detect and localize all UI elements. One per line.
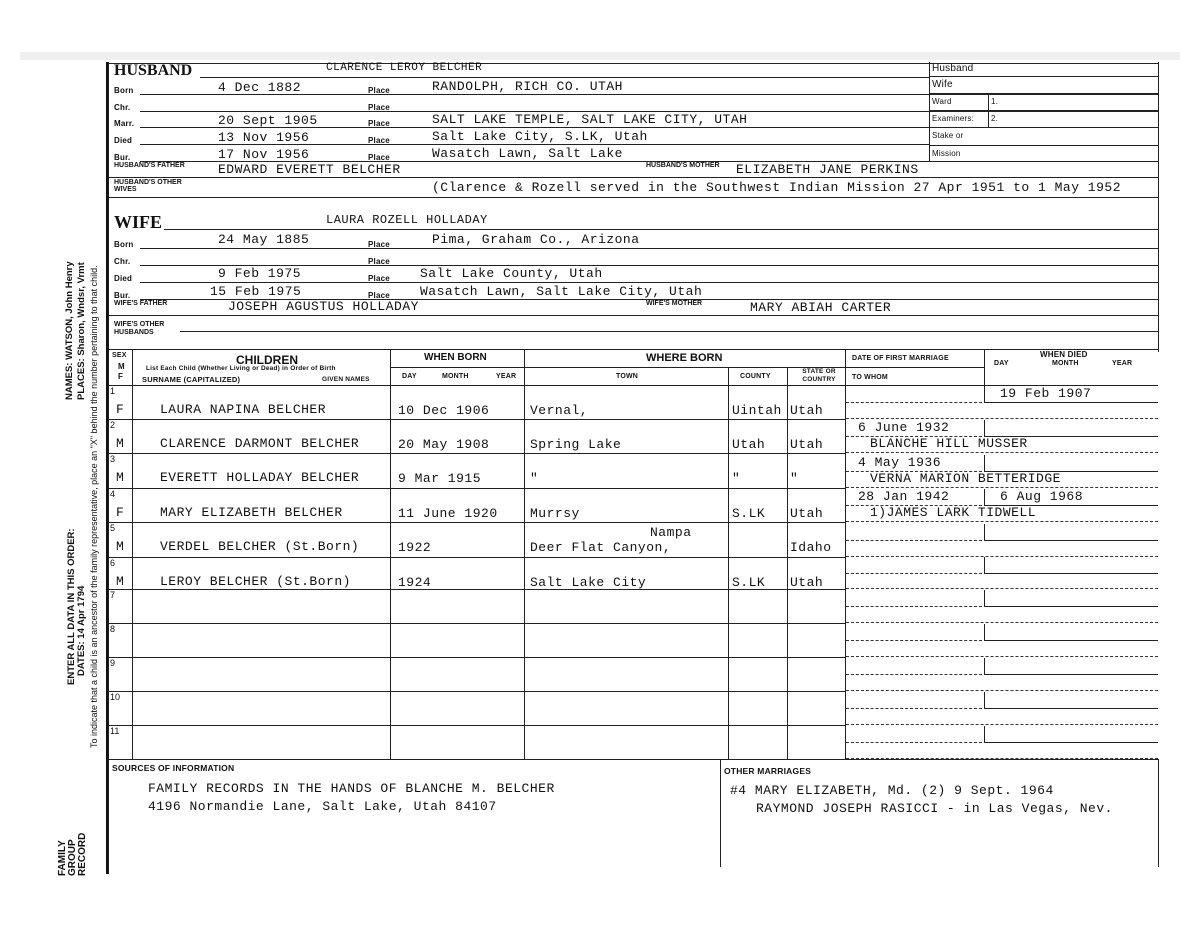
h-died-place-label: Place bbox=[368, 136, 390, 145]
died-box-tick bbox=[984, 658, 985, 674]
w-born-line bbox=[140, 248, 1158, 249]
hdr-surname: SURNAME (CAPITALIZED) bbox=[142, 375, 241, 384]
rb-stake-label: Stake or bbox=[932, 131, 964, 140]
child-born: 1924 bbox=[398, 575, 432, 590]
w-died-label: Died bbox=[114, 274, 133, 283]
died-box-tick bbox=[984, 524, 985, 540]
w-chr-place-label: Place bbox=[368, 257, 390, 266]
instructions-line1: ENTER ALL DATA IN THIS ORDER: bbox=[66, 528, 77, 685]
w-chr-label: Chr. bbox=[114, 257, 131, 266]
form-name: FAMILY GROUP RECORD bbox=[57, 832, 88, 876]
h-bur-place-label: Place bbox=[368, 153, 390, 162]
col-died bbox=[984, 349, 985, 385]
child-marr-date: 6 June 1932 bbox=[858, 420, 950, 435]
died-date-line bbox=[984, 742, 1158, 743]
husband-heading: HUSBAND bbox=[114, 62, 193, 79]
instructions-line5: To indicate that a child is an ancestor of the family representative, place an "X" behind the number pertaining to that child. bbox=[89, 265, 99, 748]
child-spouse: VERNA MARION BETTERIDGE bbox=[870, 471, 1061, 486]
hdr-month: MONTH bbox=[442, 373, 469, 380]
marriage-date-line bbox=[846, 674, 982, 675]
col-sex bbox=[132, 349, 133, 759]
child-row-line bbox=[108, 488, 845, 489]
h-marr-label: Marr. bbox=[114, 119, 135, 128]
hdr-day: DAY bbox=[402, 373, 417, 380]
h-chr-place-label: Place bbox=[368, 103, 390, 112]
died-box-tick bbox=[984, 726, 985, 742]
spouse-line bbox=[846, 418, 1158, 419]
w-father: JOSEPH AGUSTUS HOLLADAY bbox=[228, 299, 419, 314]
child-state: Utah bbox=[790, 506, 824, 521]
died-box-tick bbox=[984, 489, 985, 505]
child-number: 3 bbox=[110, 454, 116, 464]
right-box-line4 bbox=[929, 127, 1159, 128]
h-died-place: Salt Lake City, S.LK, Utah bbox=[432, 129, 648, 144]
other-marriages-label: OTHER MARRIAGES bbox=[724, 766, 812, 776]
w-other-husbands-label: WIFE'S OTHER HUSBANDS bbox=[114, 321, 165, 336]
child-county: " bbox=[732, 471, 741, 486]
top-rule bbox=[108, 63, 1158, 64]
other-marriages-line1: #4 MARY ELIZABETH, Md. (2) 9 Sept. 1964 bbox=[730, 783, 1054, 798]
hdr-sex: SEX bbox=[112, 352, 127, 359]
w-bur-place: Wasatch Lawn, Salt Lake City, Utah bbox=[420, 284, 703, 299]
child-town: Vernal, bbox=[530, 403, 589, 418]
h-bur-date: 17 Nov 1956 bbox=[218, 147, 310, 162]
rb-ward-label: Ward bbox=[932, 97, 952, 106]
h-father: EDWARD EVERETT BELCHER bbox=[218, 162, 401, 177]
child-town-upper: Nampa bbox=[650, 525, 692, 540]
spouse-line bbox=[846, 656, 1158, 657]
sources-label: SOURCES OF INFORMATION bbox=[112, 763, 235, 773]
w-born-date: 24 May 1885 bbox=[218, 232, 310, 247]
child-row-line bbox=[108, 522, 845, 523]
h-other-wives-label: HUSBAND'S OTHER WIVES bbox=[114, 179, 182, 193]
instructions-line4: DATES: 14 Apr 1794 bbox=[76, 585, 87, 676]
child-number: 6 bbox=[110, 558, 116, 568]
w-bur-date: 15 Feb 1975 bbox=[210, 284, 302, 299]
h-born-date: 4 Dec 1882 bbox=[218, 80, 302, 95]
died-box-tick bbox=[984, 420, 985, 436]
h-died-label: Died bbox=[114, 136, 133, 145]
child-row-line bbox=[108, 453, 845, 454]
child-county: S.LK bbox=[732, 506, 766, 521]
wife-name: LAURA ROZELL HOLLADAY bbox=[326, 213, 488, 227]
child-state: Utah bbox=[790, 575, 824, 590]
husband-name-line bbox=[200, 77, 929, 78]
other-marriages-line2: RAYMOND JOSEPH RASICCI - in Las Vegas, Nev. bbox=[756, 801, 1113, 816]
right-box-left bbox=[929, 62, 930, 162]
children-header-mid bbox=[390, 367, 984, 368]
child-number: 2 bbox=[110, 420, 116, 430]
hdr-children: CHILDREN bbox=[236, 353, 298, 367]
marriage-date-line bbox=[846, 402, 982, 403]
child-name: CLARENCE DARMONT BELCHER bbox=[160, 436, 360, 451]
died-date-line bbox=[984, 402, 1158, 403]
spouse-line bbox=[846, 724, 1158, 725]
w-died-line bbox=[140, 282, 1158, 283]
marriage-date-line bbox=[846, 742, 982, 743]
h-born-place-label: Place bbox=[368, 86, 390, 95]
hdr-state: STATE OR COUNTRY bbox=[802, 368, 836, 383]
child-row-line bbox=[108, 657, 845, 658]
child-marr-date: 4 May 1936 bbox=[858, 455, 942, 470]
right-box-line1 bbox=[929, 76, 1159, 77]
spouse-line bbox=[846, 452, 1158, 453]
rb-ex1: 1. bbox=[991, 97, 999, 106]
hdr-children-sub: List Each Child (Whether Living or Dead) in Order of Birth bbox=[146, 365, 336, 372]
h-born-label: Born bbox=[114, 86, 134, 95]
hdr-given: GIVEN NAMES bbox=[322, 376, 370, 383]
h-other-wives: (Clarence & Rozell served in the Southwest Indian Mission 27 Apr 1951 to 1 May 1952 bbox=[432, 180, 1122, 195]
rb-examiners-label: Examiners: bbox=[932, 114, 975, 123]
child-number: 5 bbox=[110, 523, 116, 533]
h-born-place: RANDOLPH, RICH CO. UTAH bbox=[432, 79, 623, 94]
hdr-m: M bbox=[118, 362, 125, 371]
instructions-line2: NAMES: WATSON, John Henry bbox=[64, 261, 75, 400]
w-bur-place-label: Place bbox=[368, 291, 390, 300]
child-born: 9 Mar 1915 bbox=[398, 471, 482, 486]
hdr-year: YEAR bbox=[496, 373, 517, 380]
right-box-divider bbox=[988, 93, 989, 127]
child-row-line bbox=[108, 589, 845, 590]
died-date-line bbox=[984, 540, 1158, 541]
hdr-when-died: WHEN DIED bbox=[1040, 350, 1088, 359]
w-born-place: Pima, Graham Co., Arizona bbox=[432, 232, 640, 247]
spouse-line bbox=[846, 487, 1158, 488]
child-state: Idaho bbox=[790, 540, 832, 555]
left-border bbox=[108, 62, 109, 874]
hdr-where-born: WHERE BORN bbox=[646, 352, 723, 364]
child-row-line bbox=[108, 623, 845, 624]
child-spouse: BLANCHE HILL MUSSER bbox=[870, 436, 1028, 451]
child-name: LEROY BELCHER (St.Born) bbox=[160, 574, 351, 589]
h-father-line bbox=[108, 177, 1158, 178]
child-name: VERDEL BELCHER (St.Born) bbox=[160, 539, 360, 554]
wife-name-line bbox=[164, 229, 1158, 230]
marriage-date-line bbox=[846, 640, 982, 641]
h-bur-place: Wasatch Lawn, Salt Lake bbox=[432, 146, 623, 161]
w-other-husbands-line1 bbox=[180, 331, 1158, 332]
child-born: 11 June 1920 bbox=[398, 506, 498, 521]
child-name: LAURA NAPINA BELCHER bbox=[160, 402, 327, 417]
husband-name: CLARENCE LEROY BELCHER bbox=[326, 62, 483, 74]
children-header-top bbox=[108, 349, 1158, 350]
children-table-bottom bbox=[108, 759, 1158, 760]
child-spouse: 1)JAMES LARK TIDWELL bbox=[870, 505, 1037, 520]
hdr-when-born: WHEN BORN bbox=[424, 352, 487, 363]
child-died: 6 Aug 1968 bbox=[1000, 489, 1084, 504]
hdr-to-whom: TO WHOM bbox=[852, 374, 888, 381]
sources-line1: FAMILY RECORDS IN THE HANDS OF BLANCHE M. BELCHER bbox=[148, 781, 555, 796]
col-town bbox=[728, 367, 729, 759]
child-number: 4 bbox=[110, 489, 116, 499]
child-number: 9 bbox=[110, 658, 116, 668]
child-sex: M bbox=[116, 574, 125, 589]
spouse-line bbox=[846, 521, 1158, 522]
child-town: Spring Lake bbox=[530, 437, 622, 452]
died-box-tick bbox=[984, 590, 985, 606]
w-died-place-label: Place bbox=[368, 274, 390, 283]
hdr-county: COUNTY bbox=[740, 373, 771, 380]
child-born: 20 May 1908 bbox=[398, 437, 490, 452]
marriage-date-line bbox=[846, 573, 982, 574]
instructions-line3: PLACES: Sharon, Wndsr, Vrmt bbox=[76, 262, 87, 400]
h-other-wives-line bbox=[108, 197, 1158, 198]
h-marr-place: SALT LAKE TEMPLE, SALT LAKE CITY, UTAH bbox=[432, 112, 748, 127]
child-sex: M bbox=[116, 539, 125, 554]
w-father-line bbox=[108, 315, 1158, 316]
died-box-tick bbox=[984, 692, 985, 708]
h-mother: ELIZABETH JANE PERKINS bbox=[736, 162, 919, 177]
h-marr-place-label: Place bbox=[368, 119, 390, 128]
child-row-line bbox=[108, 691, 845, 692]
child-town: Salt Lake City bbox=[530, 575, 647, 590]
rb-wife-label: Wife bbox=[932, 79, 953, 90]
hdr-f: F bbox=[118, 372, 124, 381]
child-number: 10 bbox=[110, 692, 121, 702]
col-state bbox=[845, 349, 846, 759]
spouse-line bbox=[846, 588, 1158, 589]
child-state: Utah bbox=[790, 403, 824, 418]
died-date-line bbox=[984, 640, 1158, 641]
rb-husband-label: Husband bbox=[932, 63, 974, 74]
w-died-place: Salt Lake County, Utah bbox=[420, 266, 603, 281]
child-marr-date: 28 Jan 1942 bbox=[858, 489, 950, 504]
died-date-line bbox=[984, 674, 1158, 675]
bottom-right-border bbox=[1158, 759, 1159, 867]
died-box-tick bbox=[984, 386, 985, 402]
sources-divider bbox=[720, 759, 721, 867]
child-row-line bbox=[108, 419, 845, 420]
paper-top-edge bbox=[20, 52, 1180, 60]
h-chr-label: Chr. bbox=[114, 103, 131, 112]
hdr-town: TOWN bbox=[616, 373, 639, 380]
right-box-right bbox=[1158, 62, 1159, 352]
w-father-label: WIFE'S FATHER bbox=[114, 300, 168, 307]
w-bur-label: Bur. bbox=[114, 291, 131, 300]
child-sex: F bbox=[116, 402, 125, 417]
child-name: EVERETT HOLLADAY BELCHER bbox=[160, 470, 360, 485]
h-bur-label: Bur. bbox=[114, 153, 131, 162]
child-number: 11 bbox=[110, 726, 120, 736]
child-sex: F bbox=[116, 505, 125, 520]
w-mother: MARY ABIAH CARTER bbox=[750, 300, 892, 315]
spouse-line bbox=[846, 690, 1158, 691]
hdr-died-month: MONTH bbox=[1052, 360, 1079, 367]
died-box-tick bbox=[984, 455, 985, 471]
col-born bbox=[524, 349, 525, 759]
hdr-first-marriage: DATE OF FIRST MARRIAGE bbox=[852, 355, 949, 362]
h-marr-date: 20 Sept 1905 bbox=[218, 113, 318, 128]
died-date-line bbox=[984, 708, 1158, 709]
col-county bbox=[787, 367, 788, 759]
marriage-date-line bbox=[846, 540, 982, 541]
h-father-label: HUSBAND'S FATHER bbox=[114, 162, 185, 169]
child-name: MARY ELIZABETH BELCHER bbox=[160, 505, 343, 520]
w-born-place-label: Place bbox=[368, 240, 390, 249]
wife-heading: WIFE bbox=[114, 212, 163, 232]
child-county: S.LK bbox=[732, 575, 766, 590]
died-box-tick bbox=[984, 624, 985, 640]
w-mother-label: WIFE'S MOTHER bbox=[646, 300, 703, 307]
child-sex: M bbox=[116, 470, 125, 485]
died-box-tick bbox=[984, 557, 985, 573]
rb-mission-label: Mission bbox=[932, 149, 961, 158]
child-died: 19 Feb 1907 bbox=[1000, 386, 1092, 401]
child-town: Deer Flat Canyon, bbox=[530, 540, 672, 555]
child-county: Uintah bbox=[732, 403, 782, 418]
child-born: 10 Dec 1906 bbox=[398, 403, 490, 418]
marriage-date-line bbox=[846, 708, 982, 709]
right-box-line5 bbox=[929, 145, 1159, 146]
child-row-line bbox=[108, 725, 845, 726]
w-born-label: Born bbox=[114, 240, 134, 249]
child-state: Utah bbox=[790, 437, 824, 452]
child-town: Murrsy bbox=[530, 506, 580, 521]
spouse-line bbox=[846, 622, 1158, 623]
child-state: " bbox=[790, 471, 799, 486]
child-born: 1922 bbox=[398, 540, 432, 555]
child-number: 1 bbox=[110, 386, 116, 396]
left-border-thick bbox=[106, 62, 108, 874]
hdr-died-day: DAY bbox=[994, 360, 1009, 367]
child-town: " bbox=[530, 471, 539, 486]
marriage-date-line bbox=[846, 606, 982, 607]
spouse-line bbox=[846, 556, 1158, 557]
col-name bbox=[390, 349, 391, 759]
died-date-line bbox=[984, 606, 1158, 607]
child-county: Utah bbox=[732, 437, 766, 452]
child-row-line bbox=[108, 557, 845, 558]
h-mother-label: HUSBAND'S MOTHER bbox=[646, 162, 720, 169]
w-died-date: 9 Feb 1975 bbox=[218, 266, 302, 281]
child-sex: M bbox=[116, 436, 125, 451]
hdr-died-year: YEAR bbox=[1112, 360, 1133, 367]
child-number: 7 bbox=[110, 590, 116, 600]
rb-ex2: 2. bbox=[991, 114, 999, 123]
died-date-line bbox=[984, 573, 1158, 574]
sources-line2: 4196 Normandie Lane, Salt Lake, Utah 84107 bbox=[148, 799, 497, 814]
h-died-date: 13 Nov 1956 bbox=[218, 130, 310, 145]
child-number: 8 bbox=[110, 624, 116, 634]
